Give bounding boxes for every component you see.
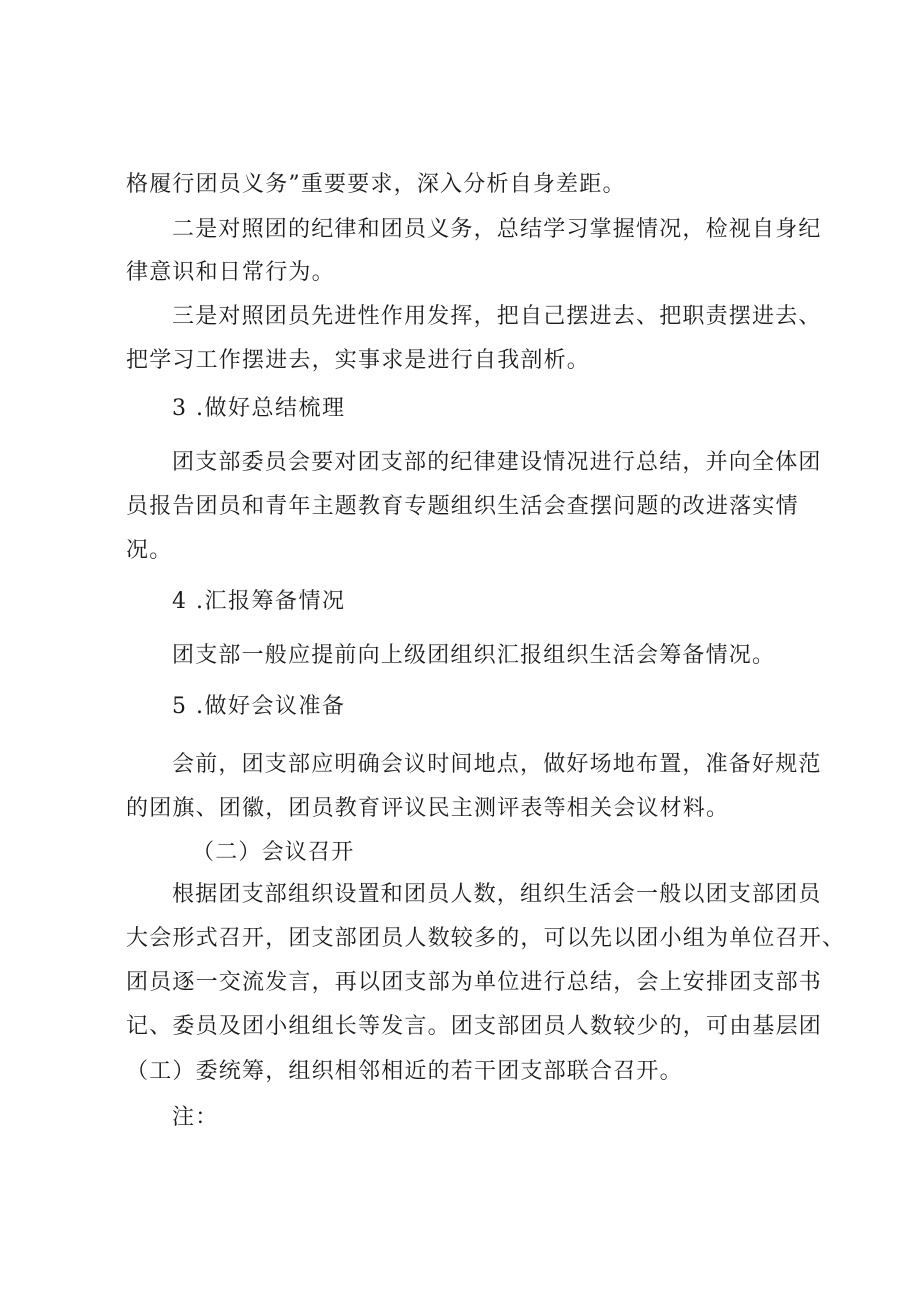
note-label: 注： [172,1105,219,1130]
section-heading: 4 .汇报筹备情况 [172,589,346,614]
paragraph-line: 况。 [126,538,173,563]
paragraph-line: 员报告团员和青年主题教育专题组织生活会查摆问题的改进落实情 [126,494,799,519]
paragraph-line: 格履行团员义务”重要要求，深入分析自身差距。 [126,172,626,197]
paragraph-line: 把学习工作摆进去，实事求是进行自我剖析。 [126,348,591,373]
section-heading: 5 .做好会议准备 [172,694,346,719]
subsection-heading: （二）会议召开 [192,840,355,865]
paragraph-line: 团支部委员会要对团支部的纪律建设情况进行总结，并向全体团 [172,450,822,475]
paragraph-line: 会前，团支部应明确会议时间地点，做好场地布置，准备好规范 [172,752,822,777]
paragraph-line: 二是对照团的纪律和团员义务，总结学习掌握情况，检视自身纪 [172,217,822,242]
paragraph-line: 的团旗、团徽，团员教育评议民主测评表等相关会议材料。 [126,796,730,821]
paragraph-line: 根据团支部组织设置和团员人数，组织生活会一般以团支部团员 [172,882,822,907]
paragraph-line: （工）委统筹，组织相邻相近的若干团支部联合召开。 [126,1059,683,1084]
paragraph-line: 团支部一般应提前向上级团组织汇报组织生活会筹备情况。 [172,643,776,668]
paragraph-line: 律意识和日常行为。 [126,260,335,285]
section-heading: 3 .做好总结梳理 [172,396,346,421]
paragraph-line: 团员逐一交流发言，再以团支部为单位进行总结，会上安排团支部书 [126,970,823,995]
paragraph-line: 三是对照团员先进性作用发挥，把自己摆进去、把职责摆进去、 [172,304,822,329]
paragraph-line: 大会形式召开，团支部团员人数较多的，可以先以团小组为单位召开、 [126,926,846,951]
paragraph-line: 记、委员及团小组组长等发言。团支部团员人数较少的，可由基层团 [126,1014,823,1039]
